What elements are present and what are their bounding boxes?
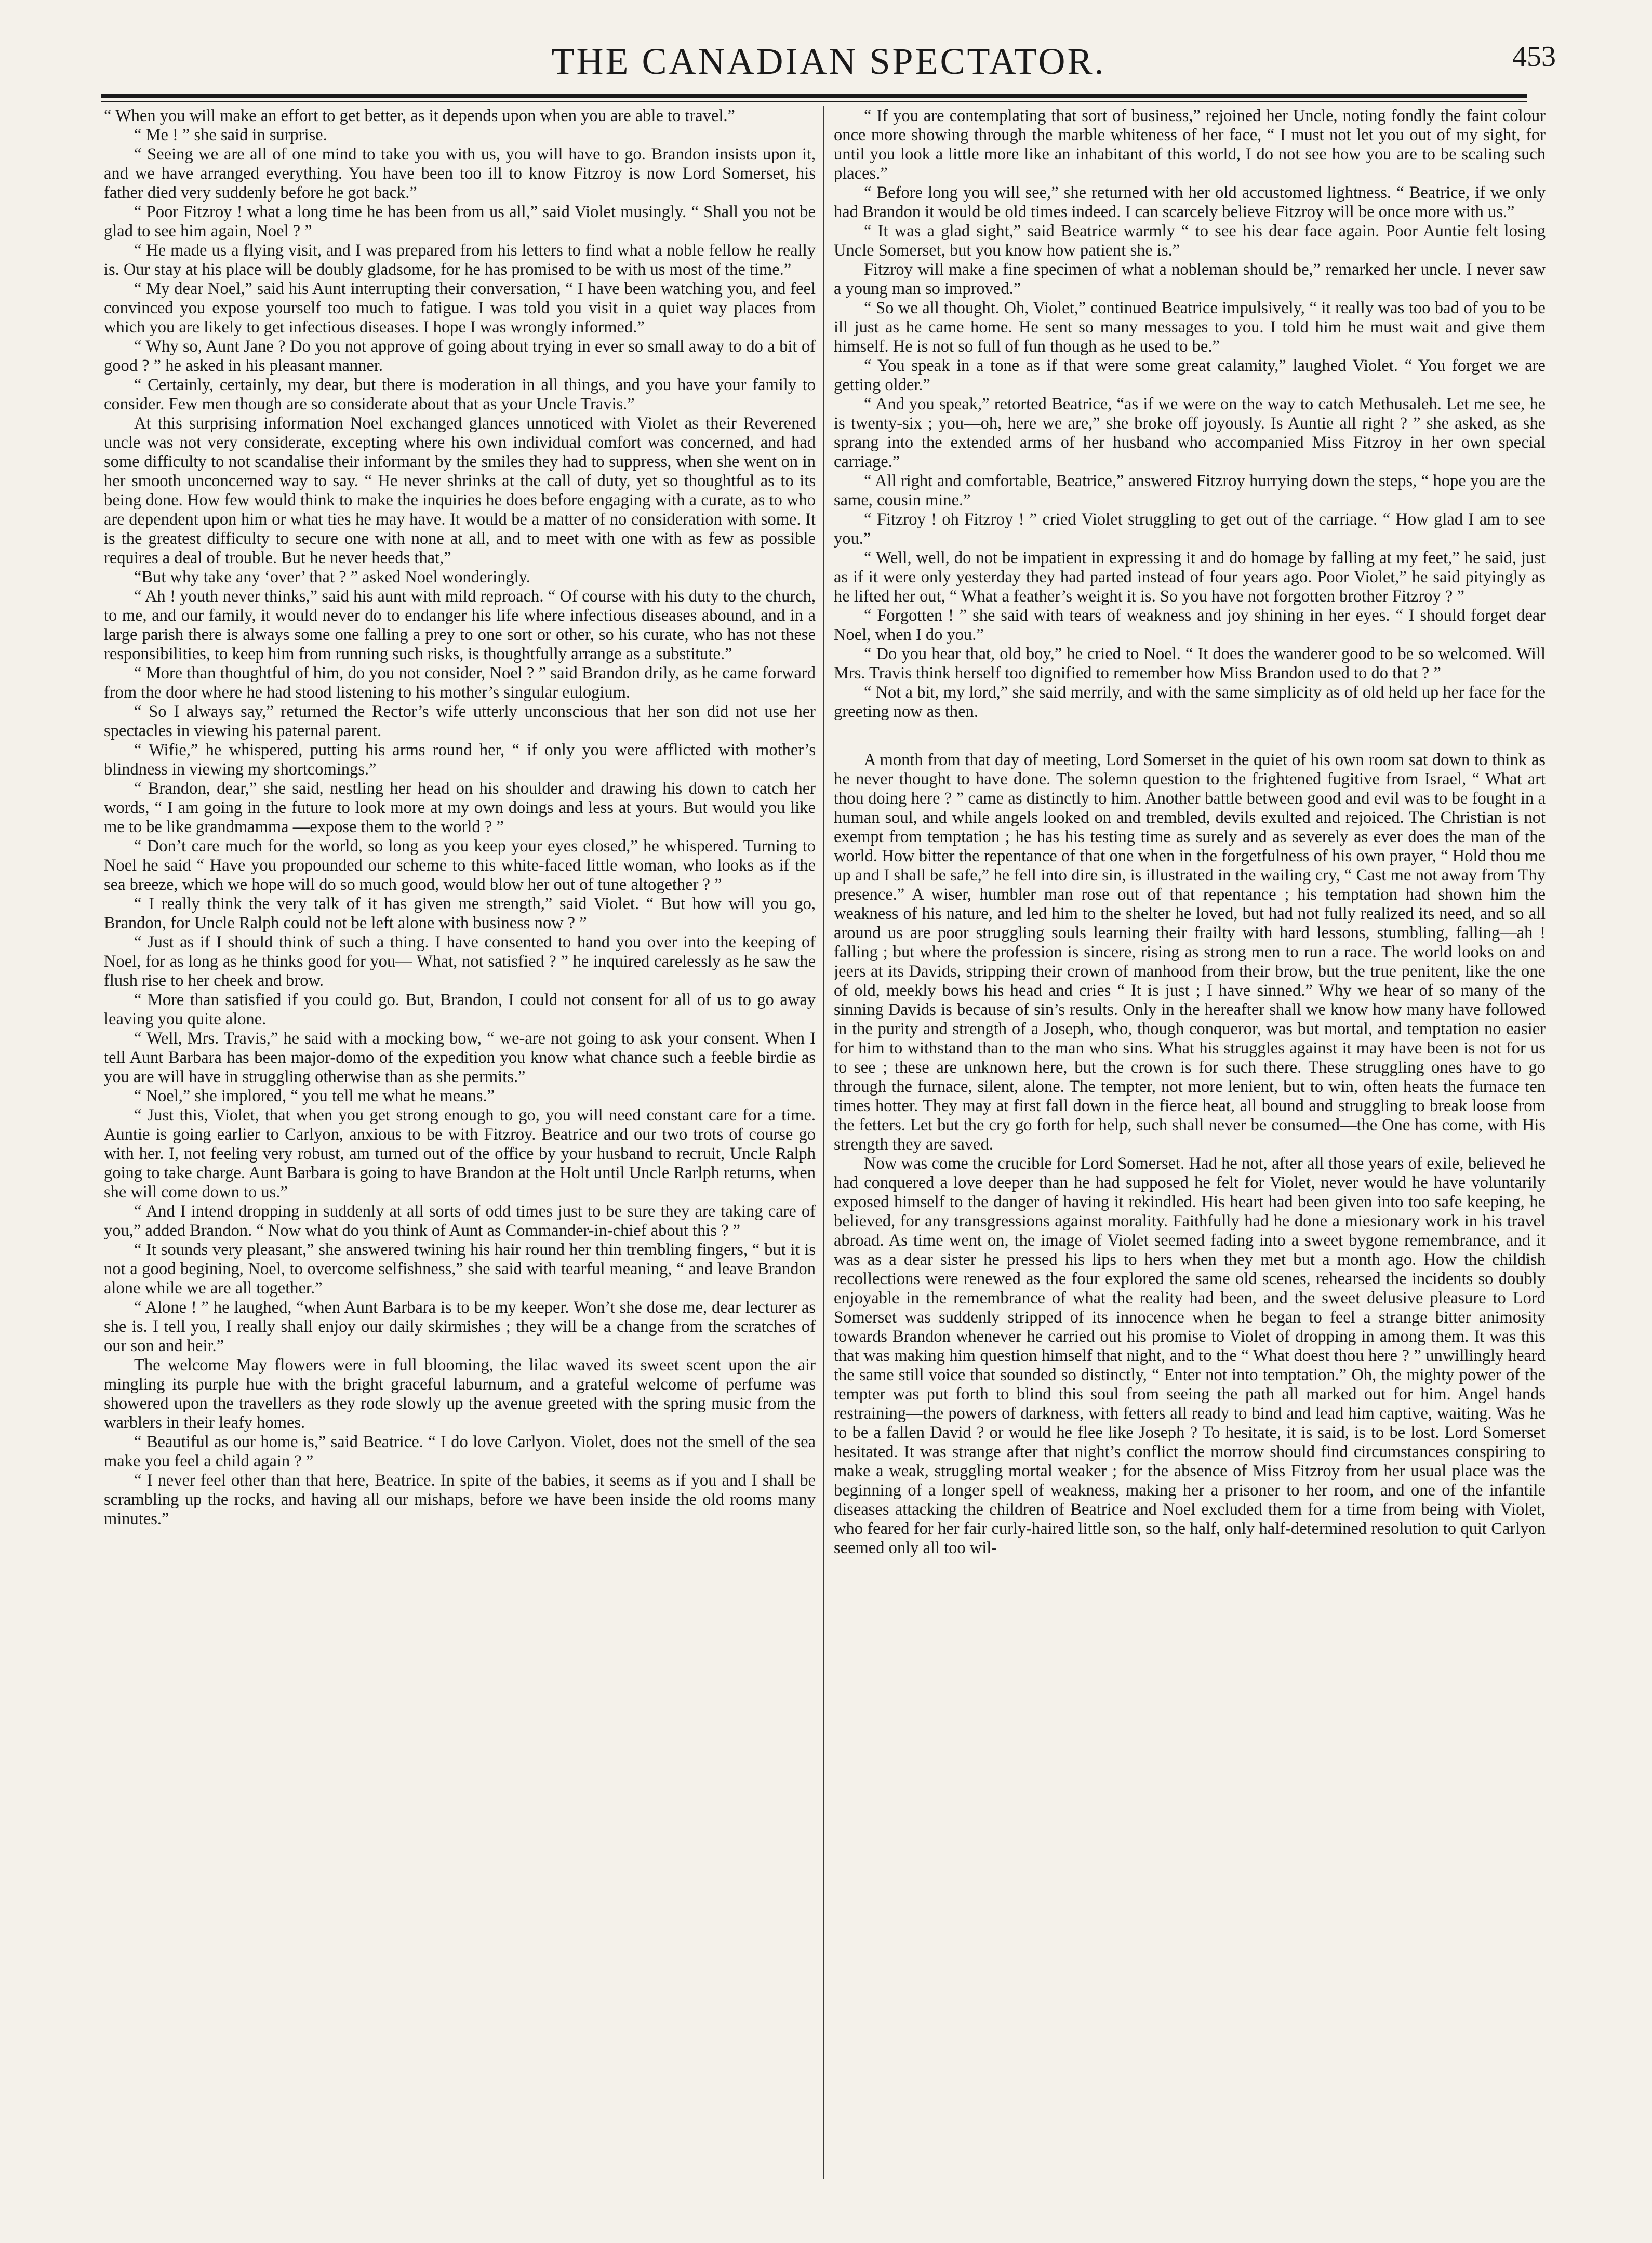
paragraph: “ More than satisfied if you could go. But, Brandon, I could not consent for all of us to go away leaving you quite alone. xyxy=(104,991,816,1029)
paragraph: “ More than thoughtful of him, do you not consider, Noel ? ” said Brandon drily, as he came forward from the door where he had stood listening to his mother’s singular eulogium. xyxy=(104,664,816,702)
paragraph: “But why take any ‘over’ that ? ” asked Noel wonderingly. xyxy=(134,568,530,586)
paragraph: “ Ah ! youth never thinks,” said his aunt with mild reproach. “ Of course with his duty to the church, to me, and our family, it would never do to endanger his life where infectious diseases abound, and in a large parish there is always some one falling a prey to one sort or other, so his curate, who has not these responsibilities, to keep him from running such risks, is thoughtfully arrange as a substitute.” xyxy=(104,587,816,663)
paragraph: “ I never feel other than that here, Beatrice. In spite of the babies, it seems as if you and I shall be scrambling up the rocks, and having all our mishaps, before we have been inside the old rooms many minutes.” xyxy=(104,1471,816,1528)
paragraph: “ And you speak,” retorted Beatrice, “as if we were on the way to catch Methusaleh. Let me see, he is twenty-six ; you—oh, here we are,” she broke off joyously. Is Auntie all right ? ” she asked, as she sprang into the extended arms of her husband who accompanied Miss Fitzroy in her own special carriage.” xyxy=(834,395,1546,471)
paragraph: “ Do you hear that, old boy,” he cried to Noel. “ It does the wanderer good to be so welcomed. Will Mrs. Travis think herself too dignified to remember how Miss Brandon used to do that ? ” xyxy=(834,645,1546,683)
right-column xyxy=(834,106,1546,2210)
paragraph: “ All right and comfortable, Beatrice,” answered Fitzroy hurrying down the steps, “ hope you are the same, cousin mine.” xyxy=(834,472,1546,510)
paragraph: “ Well, well, do not be impatient in expressing it and do homage by falling at my feet,” he said, just as if it were only yesterday they had parted instead of four years ago. Poor Violet,” he said pityingly as he lifted her out, “ What a feather’s weight it is. So you have not forgotten brother Fitzroy ? ” xyxy=(834,549,1546,606)
paragraph: “ Seeing we are all of one mind to take you with us, you will have to go. Brandon insists upon it, and we have arranged everything. You have been too ill to know Fitzroy is now Lord Somerset, his father died very suddenly before he got back.” xyxy=(104,145,816,202)
paragraph: “ You speak in a tone as if that were some great calamity,” laughed Violet. “ You forget we are getting older.” xyxy=(834,356,1546,394)
left-column xyxy=(104,106,816,2210)
paragraph: “ Just this, Violet, that when you get strong enough to go, you will need constant care for a time. Auntie is going earlier to Carlyon, anxious to be with Fitzroy. Beatrice and our two trots of course go with her. I, not feeling very robust, am turned out of the office by your husband to recruit, Uncle Ralph going to take charge. Aunt Barbara is going to have Brandon at the Holt until Uncle Rarlph returns, when she will come down to us.” xyxy=(104,1106,816,1201)
paragraph: “ Alone ! ” he laughed, “when Aunt Barbara is to be my keeper. Won’t she dose me, dear lecturer as she is. I tell you, I really shall enjoy our daily skirmishes ; they will be a change from the scratches of our son and heir.” xyxy=(104,1298,816,1355)
header-rule-thick xyxy=(101,94,1527,98)
paragraph: “ Why so, Aunt Jane ? Do you not approve of going about trying in ever so small away to do a bit of good ? ” he asked in his pleasant manner. xyxy=(104,337,816,375)
paragraph: “ Beautiful as our home is,” said Beatrice. “ I do love Carlyon. Violet, does not the smell of the sea make you feel a child again ? ” xyxy=(104,1433,816,1471)
paragraph: “ Before long you will see,” she returned with her old accustomed lightness. “ Beatrice, if we only had Brandon it would be old times indeed. I can scarcely believe Fitzroy will be once more with us.” xyxy=(834,183,1546,221)
paragraph: A month from that day of meeting, Lord Somerset in the quiet of his own room sat down to think as he never thought to have done. The solemn question to the frightened fugitive from Israel, “ What art thou doing here ? ” came as distinctly to him. Another battle between good and evil was to be fought in a human soul, and while angels looked on and trembled, devils exulted and rejoiced. The Christian is not exempt from temptation ; he has his testing time as surely and as severely as ever does the man of the world. How bitter the repentance of that one when in the forgetfulness of his own prayer, “ Hold thou me up and I shall be safe,” he fell into dire sin, is illustrated in the wailing cry, “ Cast me not away from Thy presence.” A wiser, humbler man rose out of that repentance ; his temptation had shown him the weakness of his nature, and led him to the shelter he loved, but had not fully realized its need, and so all around us are poor struggling souls learning their frailty with hard lessons, stumbling, falling—ah ! falling ; but where the profession is sincere, rising as strong men to run a race. The world looks on and jeers at its Davids, stripping their crown of manhood from their brow, but the true penitent, like the one of old, meekly bows his head and cries “ It is just ; I have sinned.” Why we hear of so many of the sinning Davids is because of sin’s results. Only in the hereafter shall we know how many have followed in the purity and strength of a Joseph, who, though conqueror, was but mortal, and temptation no easier for him to withstand than to the man who sins. What his struggles against it may have been is not for us to see ; these are unknown here, but the crown is for such there. These struggling ones have to go through the furnace, silent, alone. The tempter, not more lenient, but to win, often heats the furnace ten times hotter. They may at first fall down in the fierce heat, all bound and struggling to break loose from the fetters. Let but the cry go forth for help, such shall never be consumed—the One has come, with His strength they are saved. xyxy=(834,751,1546,1154)
paragraph: “ Don’t care much for the world, so long as you keep your eyes closed,” he whispered. Turning to Noel he said “ Have you propounded our scheme to this white-faced little woman, who looks as if the sea breeze, which we hope will do so much good, would blow her out of tune altogether ? ” xyxy=(104,837,816,894)
paragraph: “ Me ! ” she said in surprise. xyxy=(134,126,327,144)
paragraph: “ He made us a flying visit, and I was prepared from his letters to find what a noble fellow he really is. Our stay at his place will be doubly gladsome, for he has promised to be with us most of the time.” xyxy=(104,241,816,279)
paragraph: “ Forgotten ! ” she said with tears of weakness and joy shining in her eyes. “ I should forget dear Noel, when I do you.” xyxy=(834,606,1546,644)
paragraph: Now was come the crucible for Lord Somerset. Had he not, after all those years of exile, believed he had conquered a love deeper than he had supposed he felt for Violet, never would he have voluntarily exposed himself to the danger of having it rekindled. His heart had been given into too safe keeping, he believed, for any transgressions against morality. Faithfully had he done a miesionary work in his travel abroad. As time went on, the image of Violet seemed fading into a sweet bygone remembrance, and it was as a dear sister he pressed his lips to hers when they met but a month ago. How the childish recollections were renewed as the four explored the same old scenes, rehearsed the incidents so doubly enjoyable in the remembrance of what the reality had been, and the sweet delusive pleasure to Lord Somerset was suddenly stripped of its innocence when he began to feel a strange bitter animosity towards Brandon whenever he carried out his promise to Violet of dropping in among them. It was this that was making him question himself that night, and to the “ What doest thou here ? ” unwillingly heard the same still voice that sounded so distinctly, “ Enter not into temptation.” Oh, the mighty power of the tempter was put forth to blind this soul from seeing the path all marked out for him. Angel hands restraining—the powers of darkness, with fetters all ready to bind and lead him captive, waiting. Was he to be a fallen David ? or would he flee like Joseph ? To hesitate, it is said, is to be lost. Lord Somerset hesitated. It was strange after that night’s conflict the morrow should find circumstances conspiring to make a weak, struggling mortal weaker ; for the absence of Miss Fitzroy from her usual place was the beginning of a longer spell of weakness, making her a prisoner to her room, and one of the infantile diseases attacking the children of Beatrice and Noel excluded them for a time from being with Violet, who feared for her fair curly-haired little son, so the half, only half-determined resolution to quit Carlyon seemed only all too wil- xyxy=(834,1154,1546,1557)
paragraph: “ Noel,” she implored, “ you tell me what he means.” xyxy=(134,1087,495,1105)
paragraph: “ It was a glad sight,” said Beatrice warmly “ to see his dear face again. Poor Auntie felt losing Uncle Somerset, but you know how patient she is.” xyxy=(834,222,1546,260)
paragraph: “ Certainly, certainly, my dear, but there is moderation in all things, and you have your family to consider. Few men though are so considerate about that as your Uncle Travis.” xyxy=(104,376,816,413)
paragraph: “ So we all thought. Oh, Violet,” continued Beatrice impulsively, “ it really was too bad of you to be ill just as he came home. He sent so many messages to you. I told him he must wait and give them himself. He is not so full of fun though as he used to be.” xyxy=(834,299,1546,356)
header-rule-thin xyxy=(101,101,1527,102)
paragraph: “ It sounds very pleasant,” she answered twining his hair round her thin trembling fingers, “ but it is not a good begining, Noel, to overcome selfishness,” she said with tearful meaning, “ and leave Brandon alone while we are all together.” xyxy=(104,1240,816,1298)
paragraph: “ When you will make an effort to get better, as it depends upon when you are able to travel.” xyxy=(104,106,735,125)
paragraph: “ If you are contemplating that sort of business,” rejoined her Uncle, noting fondly the faint colour once more showing through the marble whiteness of her face, “ I must not let you out of my sight, for until you look a little more like an inhabitant of this world, I do not see how you are to be scaling such places.” xyxy=(834,106,1546,183)
paragraph: “ Not a bit, my lord,” she said merrily, and with the same simplicity as of old held up her face for the greeting now as then. xyxy=(834,683,1546,721)
paragraph: “ I really think the very talk of it has given me strength,” said Violet. “ But how will you go, Brandon, for Uncle Ralph could not be left alone with business now ? ” xyxy=(104,894,816,932)
paragraph: “ Brandon, dear,” she said, nestling her head on his shoulder and drawing his down to catch her words, “ I am going in the future to look more at my own doings and less at yours. But would you like me to be like grandmamma —expose them to the world ? ” xyxy=(104,779,816,836)
paragraph: “ Wifie,” he whispered, putting his arms round her, “ if only you were afflicted with mother’s blindness in viewing my shortcomings.” xyxy=(104,741,816,779)
paragraph: The welcome May flowers were in full blooming, the lilac waved its sweet scent upon the air mingling its purple hue with the bright graceful laburnum, and a grateful welcome of perfume was showered upon the travellers as they rode slowly up the avenue greeted with the spring music from the warblers in their leafy homes. xyxy=(104,1356,816,1432)
paragraph: “ Fitzroy ! oh Fitzroy ! ” cried Violet struggling to get out of the carriage. “ How glad I am to see you.” xyxy=(834,510,1546,548)
paragraph: “ Poor Fitzroy ! what a long time he has been from us all,” said Violet musingly. “ Shall you not be glad to see him again, Noel ? ” xyxy=(104,203,816,241)
column-divider xyxy=(823,106,824,2179)
masthead-title: THE CANADIAN SPECTATOR. xyxy=(551,41,1106,82)
paragraph: “ Well, Mrs. Travis,” he said with a mocking bow, “ we-are not going to ask your consent. When I tell Aunt Barbara has been major-domo of the expedition you know what chance such a feeble birdie as you are will have in struggling otherwise than as she permits.” xyxy=(104,1029,816,1086)
paragraph: “ My dear Noel,” said his Aunt interrupting their conversation, “ I have been watching you, and feel convinced you expose yourself too much to fatigue. I was told you visit in a quiet way places from which you are likely to get infectious diseases. I hope I was wrongly informed.” xyxy=(104,279,816,337)
paragraph: “ So I always say,” returned the Rector’s wife utterly unconscious that her son did not use her spectacles in viewing his paternal parent. xyxy=(104,702,816,740)
paragraph: Fitzroy will make a fine specimen of what a nobleman should be,” remarked her uncle. I never saw a young man so improved.” xyxy=(834,260,1546,298)
paragraph: “ Just as if I should think of such a thing. I have consented to hand you over into the keeping of Noel, for as long as he thinks good for you— What, not satisfied ? ” he inquired carelessly as he saw the flush rise to her cheek and brow. xyxy=(104,933,816,990)
page-number: 453 xyxy=(1512,41,1556,73)
paragraph: At this surprising information Noel exchanged glances unnoticed with Violet as their Reverened uncle was not very considerate, excepting where his own individual comfort was concerned, and had some difficulty to not scandalise their informant by the smiles they had to suppress, when she went on in her smooth unconcerned way to say. “ He never shrinks at the call of duty, yet so thoughtful as to its being done. How few would think to make the inquiries he does before engaging with a curate, as to who are dependent upon him or what ties he may have. It would be a matter of no consideration with some. It is the greatest difficulty to secure one with none at all, and to meet with one with as few as possible requires a deal of trouble. But he never heeds that,” xyxy=(104,414,816,567)
paragraph: “ And I intend dropping in suddenly at all sorts of odd times just to be sure they are taking care of you,” added Brandon. “ Now what do you think of Aunt as Commander-in-chief about this ? ” xyxy=(104,1202,816,1240)
